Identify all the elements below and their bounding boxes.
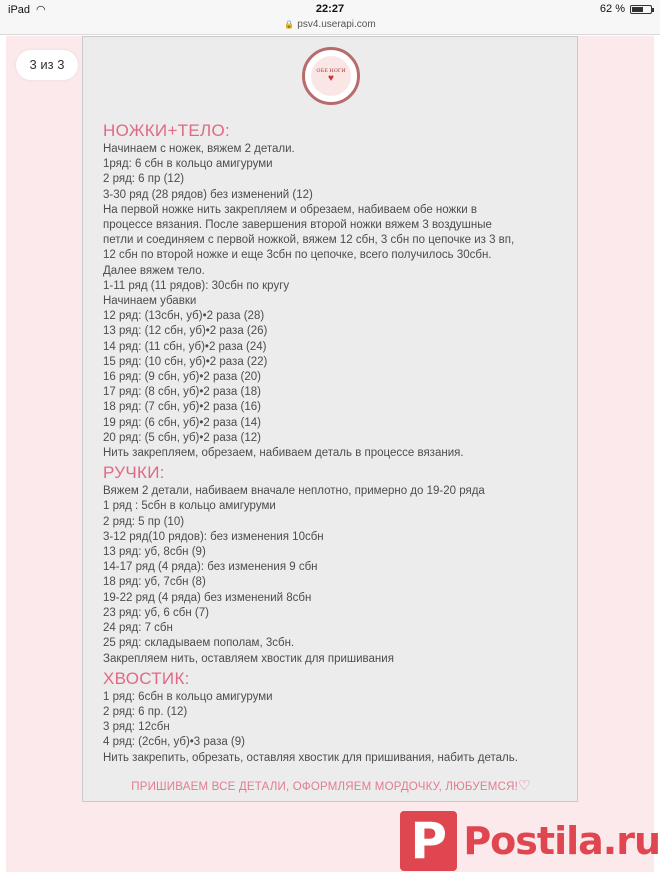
logo-text: ОБЕ НОГИ — [316, 68, 346, 74]
pattern-line: 3 ряд: 12сбн — [103, 721, 170, 734]
address-bar[interactable] — [0, 18, 660, 35]
battery-percent: 62 % — [599, 3, 625, 15]
url-text: psv4.userapi.com — [297, 19, 376, 30]
battery-icon — [630, 5, 652, 14]
pattern-line: процессе вязания. После завершения второй ножки вяжем 3 воздушные — [103, 219, 492, 232]
pattern-line: 2 ряд: 6 пр. (12) — [103, 705, 188, 718]
pattern-line: 19 ряд: (6 сбн, уб)•2 раза (14) — [103, 416, 261, 429]
pattern-line: 12 сбн по второй ножке и еще 3сбн по цепочке, всего получилось 30сбн. — [103, 249, 492, 262]
pattern-line: Начинаем с ножек, вяжем 2 детали. — [103, 143, 295, 155]
watermark-logo-icon: P — [400, 811, 457, 871]
pattern-line: 13 ряд: уб, 8сбн (9) — [103, 546, 206, 559]
pattern-card — [82, 36, 578, 802]
pattern-line: 18 ряд: уб, 7сбн (8) — [103, 576, 206, 589]
finale-text: ПРИШИВАЕМ ВСЕ ДЕТАЛИ, ОФОРМЛЯЕМ МОРДОЧКУ, ЛЮБУЕМСЯ! — [131, 781, 518, 793]
pattern-line: 14-17 ряд (4 ряда): без изменения 9 сбн — [103, 561, 318, 574]
pattern-line: 1 ряд: 6сбн в кольцо амигуруми — [103, 690, 273, 703]
section-heading: НОЖКИ+ТЕЛО: — [103, 121, 230, 140]
pattern-line: 4 ряд: (2сбн, уб)•3 раза (9) — [103, 736, 245, 749]
pattern-line: 18 ряд: (7 сбн, уб)•2 раза (16) — [103, 401, 261, 414]
pattern-line: 2 ряд: 5 пр (10) — [103, 515, 185, 528]
logo — [302, 47, 360, 105]
section-heading: ХВОСТИК: — [103, 668, 190, 688]
finale-line — [83, 777, 579, 794]
pattern-line: 1-11 ряд (11 рядов): 30сбн по кругу — [103, 279, 290, 292]
heart-icon: ♥ — [328, 73, 334, 84]
pattern-line: 14 ряд: (11 сбн, уб)•2 раза (24) — [103, 340, 267, 353]
device-name: iPad — [8, 3, 31, 16]
pattern-line: 13 ряд: (12 сбн, уб)•2 раза (26) — [103, 325, 268, 338]
pattern-text — [103, 119, 573, 766]
pattern-line: 19-22 ряд (4 ряда) без изменений 8сбн — [103, 591, 312, 604]
pattern-line: 12 ряд: (13сбн, уб)•2 раза (28) — [103, 310, 265, 323]
image-counter: 3 из 3 — [16, 50, 78, 80]
logo-inner — [311, 56, 351, 96]
pattern-line: Далее вяжем тело. — [103, 264, 205, 277]
pattern-line: 23 ряд: уб, 6 сбн (7) — [103, 606, 209, 619]
pattern-line: Начинаем убавки — [103, 295, 197, 308]
clock: 22:27 — [315, 3, 345, 15]
pattern-line: Нить закрепить, обрезать, оставляя хвостик для пришивания, набить деталь. — [103, 751, 518, 764]
pattern-line: 24 ряд: 7 сбн — [103, 622, 173, 635]
pattern-line: Вяжем 2 детали, набиваем вначале неплотно, примерно до 19-20 ряда — [103, 485, 485, 498]
heart-outline-icon: ♡ — [517, 777, 531, 793]
pattern-line: 25 ряд: складываем пополам, 3сбн. — [103, 637, 295, 650]
pattern-line: 3-12 ряд(10 рядов): без изменения 10сбн — [103, 530, 324, 543]
pattern-line: 3-30 ряд (28 рядов) без изменений (12) — [103, 188, 313, 201]
pattern-line: Закрепляем нить, оставляем хвостик для пришивания — [103, 652, 394, 665]
status-bar — [0, 0, 660, 18]
battery-fill — [632, 7, 643, 12]
pattern-line: 2 ряд: 6 пр (12) — [103, 173, 185, 186]
pattern-line: 17 ряд: (8 сбн, уб)•2 раза (18) — [103, 386, 261, 399]
watermark — [400, 802, 660, 880]
pattern-line: 1 ряд : 5сбн в кольцо амигуруми — [103, 500, 276, 513]
pattern-line: 16 ряд: (9 сбн, уб)•2 раза (20) — [103, 371, 261, 384]
pattern-line: 15 ряд: (10 сбн, уб)•2 раза (22) — [103, 355, 268, 368]
section-heading: РУЧКИ: — [103, 463, 165, 483]
pattern-line: 20 ряд: (5 сбн, уб)•2 раза (12) — [103, 431, 261, 444]
pattern-line: 1ряд: 6 сбн в кольцо амигуруми — [103, 158, 273, 171]
pattern-line: На первой ножке нить закрепляем и обрезаем, набиваем обе ножки в — [103, 203, 477, 216]
pattern-line: Нить закрепляем, обрезаем, набиваем деталь в процессе вязания. — [103, 447, 464, 460]
watermark-text: Postila.ru — [463, 819, 660, 863]
lock-icon: 🔒 — [284, 20, 295, 29]
pattern-line: петли и соединяем с первой ножкой, вяжем 12 сбн, 3 сбн по цепочке из 3 вп, — [103, 234, 515, 247]
wifi-icon: ◠ — [36, 4, 46, 16]
